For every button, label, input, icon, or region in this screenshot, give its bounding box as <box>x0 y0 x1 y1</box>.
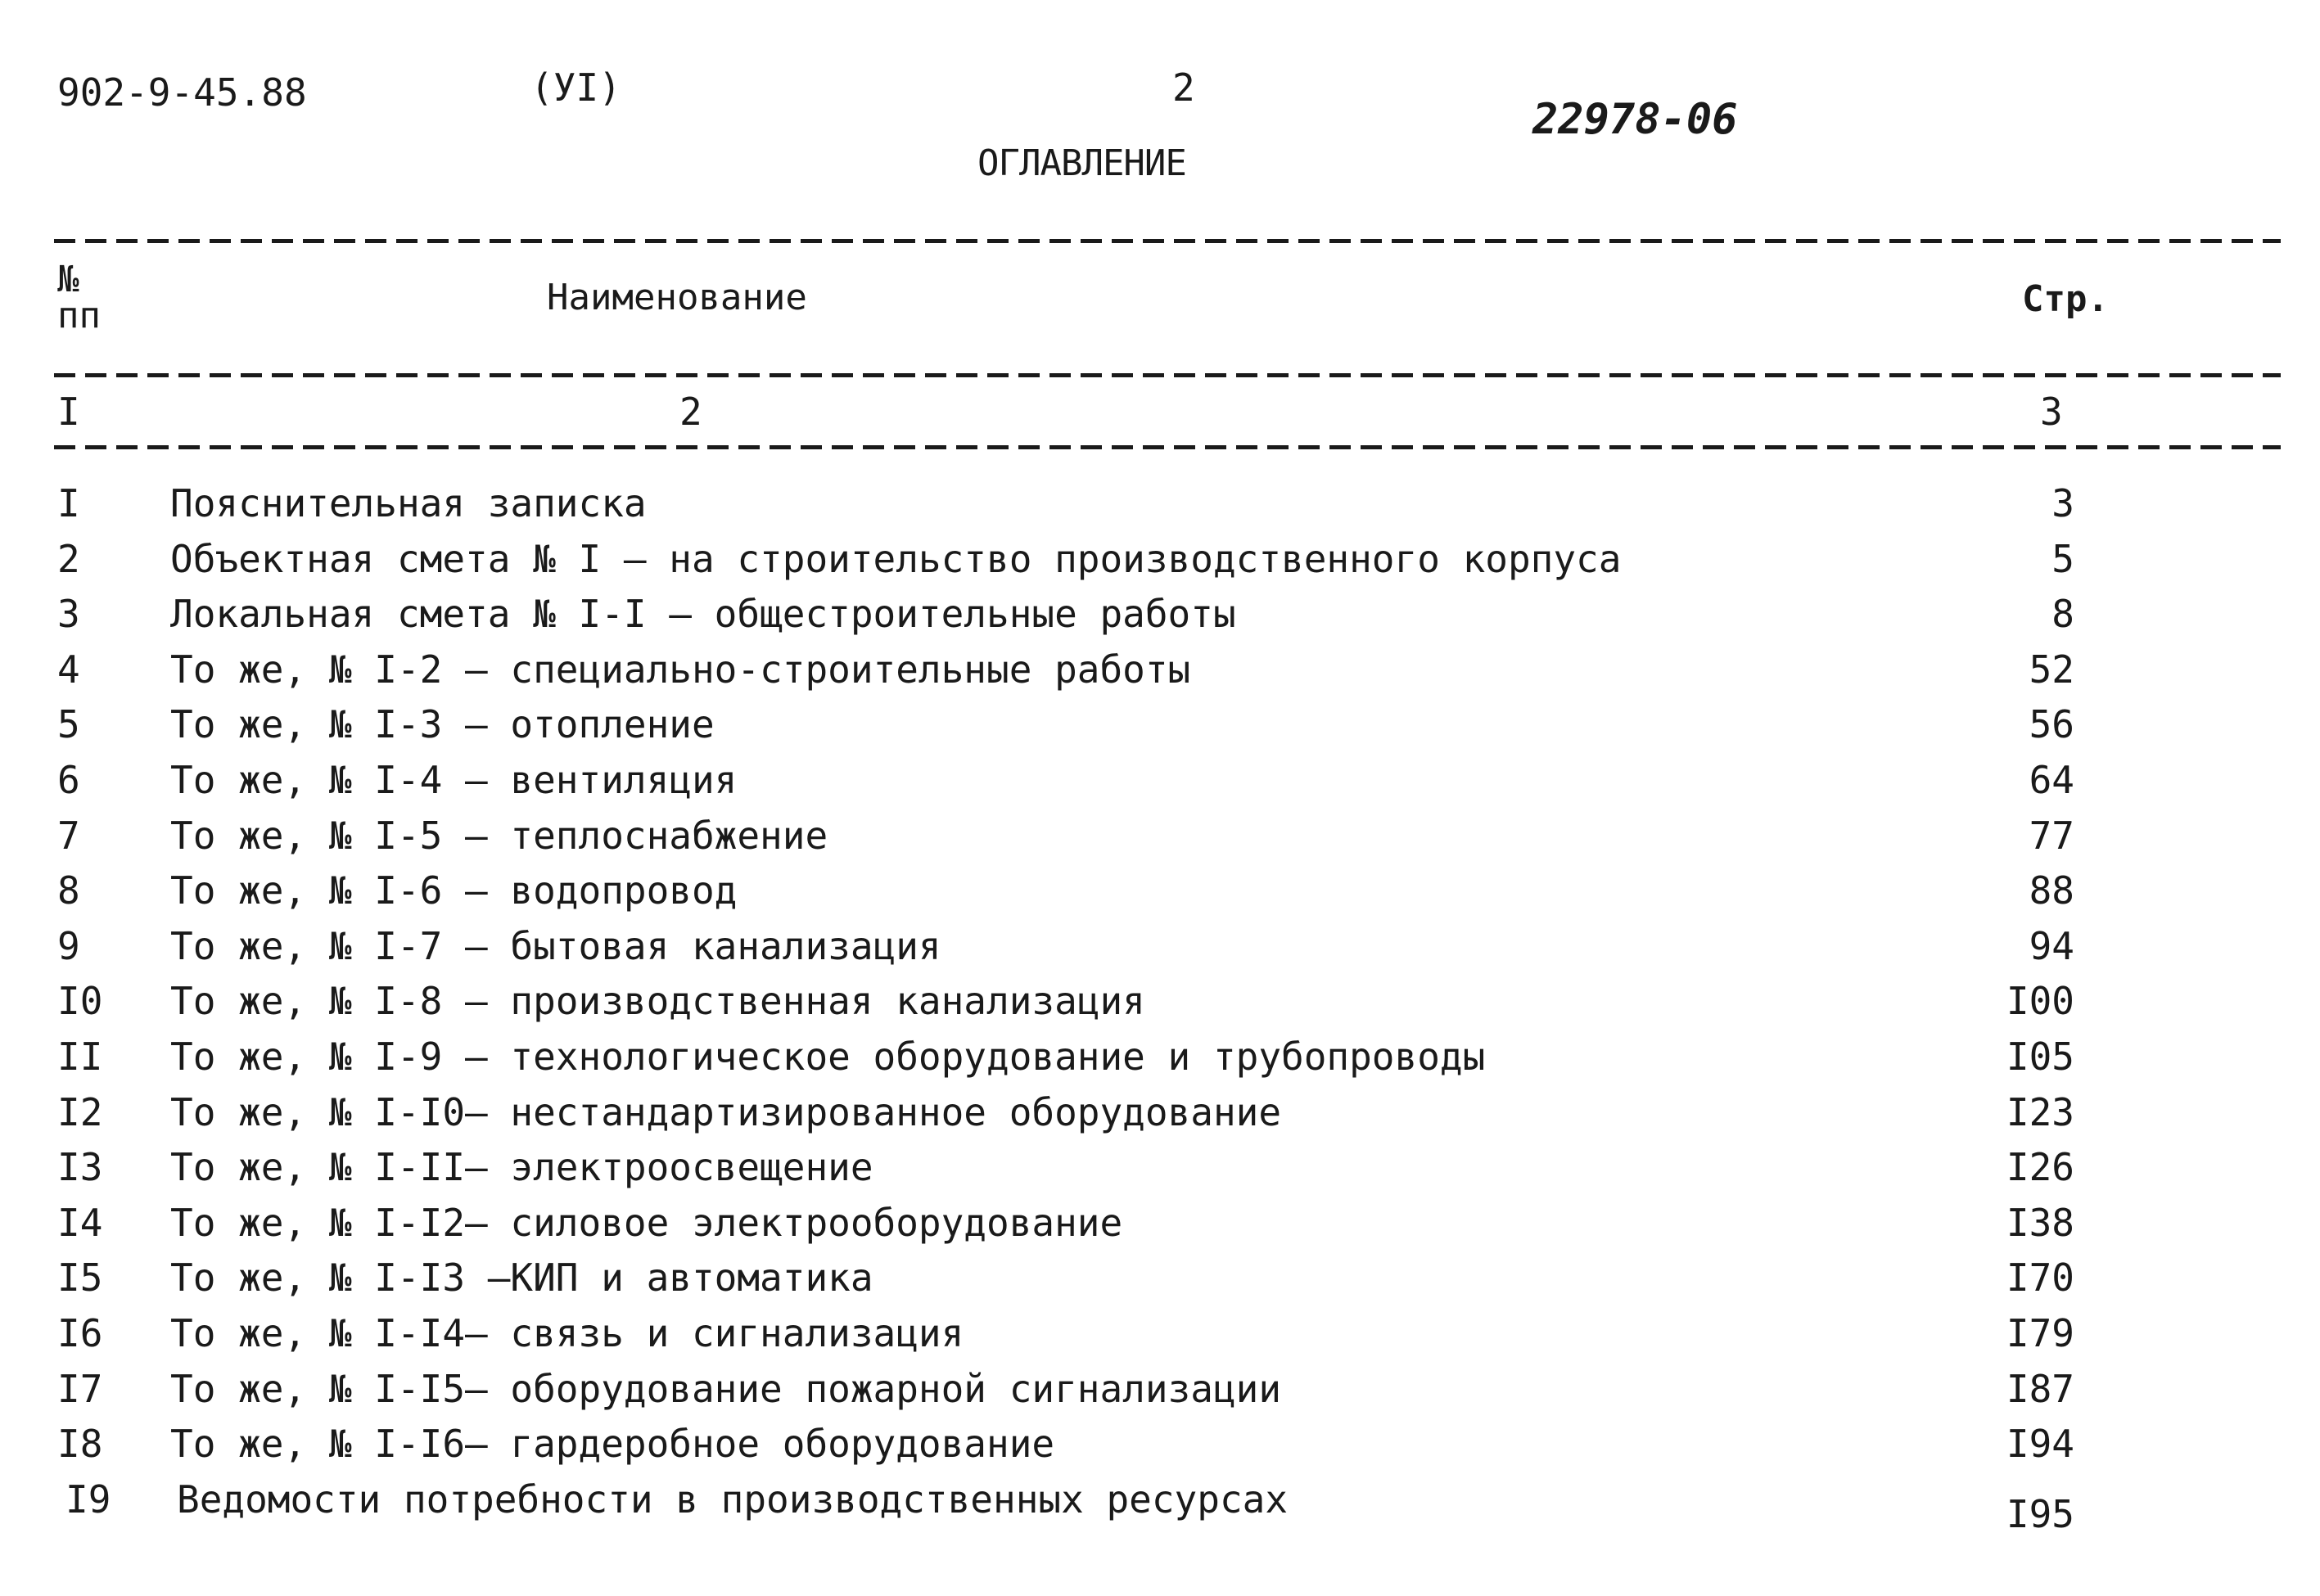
column-number-2: 2 <box>679 390 702 434</box>
toc-row-title: Объектная смета № I – на строительство производственного корпуса <box>170 537 1622 581</box>
toc-row-page: I26 <box>2006 1145 2074 1189</box>
toc-row <box>0 868 2320 923</box>
toc-row-title: Пояснительная записка <box>170 481 647 525</box>
toc-row-number: I9 <box>65 1477 111 1522</box>
dashed-rule-header-bottom <box>54 373 2281 377</box>
toc-row-number: 6 <box>57 758 80 802</box>
column-header-number <box>57 259 101 336</box>
page-title: ОГЛАВЛЕНИЕ <box>977 142 1186 184</box>
toc-row-page: 8 <box>2051 592 2074 636</box>
toc-row-page: I05 <box>2006 1035 2074 1079</box>
column-header-page: Стр. <box>2022 278 2109 320</box>
toc-row-number: 9 <box>57 924 80 968</box>
toc-row <box>0 1367 2320 1422</box>
toc-row-title: То же, № I-I3 –КИП и автоматика <box>170 1256 873 1300</box>
toc-row-title: Ведомости потребности в производственных ресурсах <box>177 1477 1289 1522</box>
toc-row-page: 77 <box>2029 814 2074 858</box>
toc-row <box>0 1422 2320 1477</box>
toc-row <box>0 1477 2320 1536</box>
column-number-3: 3 <box>2040 390 2063 434</box>
dashed-rule-numbers-bottom <box>54 445 2281 449</box>
toc-row <box>0 1201 2320 1256</box>
page-number: 2 <box>1172 65 1195 110</box>
section-code: (УI) <box>530 65 621 110</box>
toc-row-title: То же, № I-4 – вентиляция <box>170 758 738 802</box>
toc-row-title: То же, № I-2 – специально-строительные работы <box>170 647 1191 692</box>
toc-row-number: I2 <box>57 1090 103 1134</box>
toc-row-page: I95 <box>2006 1492 2074 1536</box>
toc-row-number: I8 <box>57 1422 103 1466</box>
toc-row-title: То же, № I-I0– нестандартизированное оборудование <box>170 1090 1282 1134</box>
toc-row-page: 94 <box>2029 924 2074 968</box>
toc-row <box>0 979 2320 1034</box>
toc-row-page: 56 <box>2029 702 2074 746</box>
toc-row-page: I00 <box>2006 979 2074 1023</box>
column-header-number-line1: № <box>57 259 79 300</box>
toc-row-number: 8 <box>57 868 80 913</box>
toc-row-page: I23 <box>2006 1090 2074 1134</box>
toc-row-title: То же, № I-I2– силовое электрооборудование <box>170 1201 1123 1245</box>
toc-row-number: 2 <box>57 537 80 581</box>
toc-row <box>0 702 2320 757</box>
toc-row-title: То же, № I-7 – бытовая канализация <box>170 924 941 968</box>
document-code: 902-9-45.88 <box>57 70 307 115</box>
toc-row-number: I4 <box>57 1201 103 1245</box>
toc-row <box>0 1311 2320 1366</box>
toc-row-number: 4 <box>57 647 80 692</box>
toc-row-title: То же, № I-9 – технологическое оборудование и трубопроводы <box>170 1035 1486 1079</box>
toc-row-title: Локальная смета № I-I – общестроительные работы <box>170 592 1236 636</box>
toc-row-page: I70 <box>2006 1256 2074 1300</box>
toc-row-number: 7 <box>57 814 80 858</box>
toc-row-page: I38 <box>2006 1201 2074 1245</box>
toc-row <box>0 1256 2320 1310</box>
toc-row-title: То же, № I-8 – производственная канализация <box>170 979 1145 1023</box>
toc-row-page: 5 <box>2051 537 2074 581</box>
toc-row <box>0 758 2320 813</box>
toc-row-title: То же, № I-5 – теплоснабжение <box>170 814 828 858</box>
toc-row-title: То же, № I-I4– связь и сигнализация <box>170 1311 964 1355</box>
toc-row-title: То же, № I-I6– гардеробное оборудование <box>170 1422 1055 1466</box>
toc-row-page: 88 <box>2029 868 2074 913</box>
toc-row-title: То же, № I-II– электроосвещение <box>170 1145 873 1189</box>
stamp-number: 22978-06 <box>1532 95 1738 144</box>
toc-row <box>0 481 2320 536</box>
column-header-number-line2: пп <box>57 295 101 336</box>
toc-row-page: I79 <box>2006 1311 2074 1355</box>
toc-row <box>0 1145 2320 1200</box>
column-header-name: Наименование <box>547 277 807 318</box>
toc-row-page: 52 <box>2029 647 2074 692</box>
toc-row <box>0 924 2320 979</box>
toc-row-title: То же, № I-6 – водопровод <box>170 868 738 913</box>
toc-row <box>0 1035 2320 1089</box>
toc-row-number: 3 <box>57 592 80 636</box>
toc-row-number: I0 <box>57 979 103 1023</box>
column-number-1: I <box>57 390 80 434</box>
toc-row-number: I7 <box>57 1367 103 1411</box>
toc-row-number: I3 <box>57 1145 103 1189</box>
toc-row-page: 64 <box>2029 758 2074 802</box>
toc-row <box>0 1090 2320 1145</box>
toc-row-page: I94 <box>2006 1422 2074 1466</box>
toc-row-number: I <box>57 481 80 525</box>
toc-row <box>0 592 2320 647</box>
toc-row-number: I5 <box>57 1256 103 1300</box>
toc-row <box>0 537 2320 592</box>
toc-row-title: То же, № I-I5– оборудование пожарной сигнализации <box>170 1367 1282 1411</box>
toc-row-page: 3 <box>2051 481 2074 525</box>
toc-row-title: То же, № I-3 – отопление <box>170 702 715 746</box>
toc-row-page: I87 <box>2006 1367 2074 1411</box>
toc-row <box>0 647 2320 702</box>
dashed-rule-top <box>54 239 2281 243</box>
toc-row-number: II <box>57 1035 103 1079</box>
toc-row-number: 5 <box>57 702 80 746</box>
toc-row <box>0 814 2320 868</box>
toc-row-number: I6 <box>57 1311 103 1355</box>
